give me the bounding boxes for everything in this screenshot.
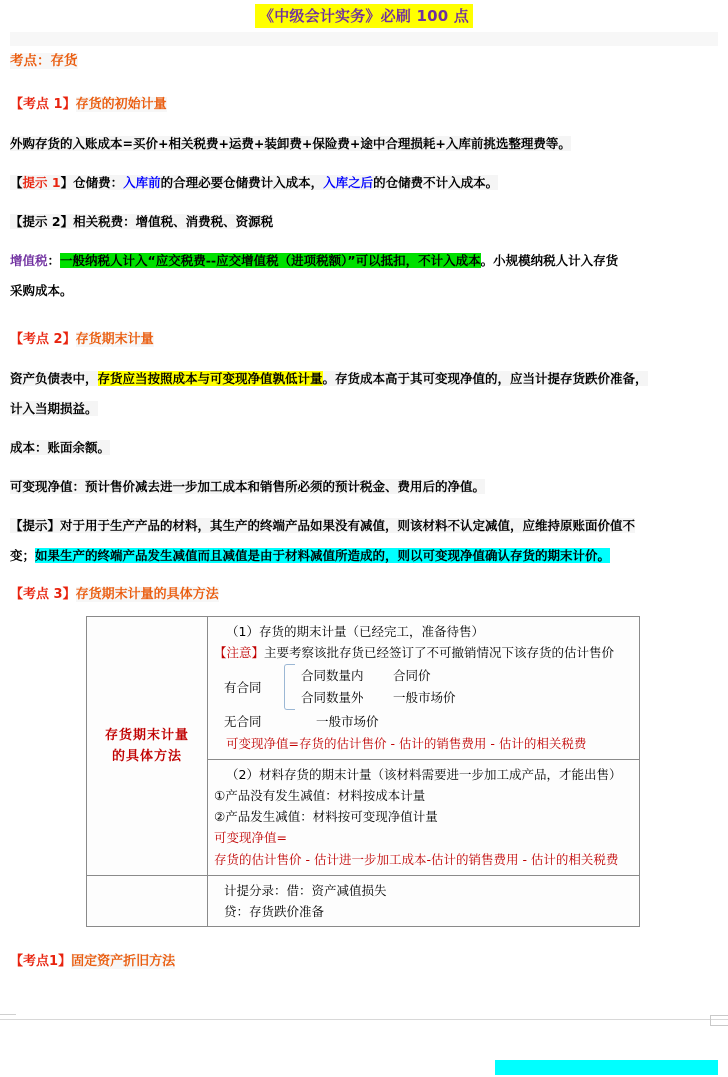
table-cell-journal-entry [208, 876, 640, 927]
contract-brace-group [214, 663, 633, 711]
heading-kaodian-next [0, 947, 728, 977]
paragraph-tip-1 [0, 168, 728, 198]
paragraph-cost-definition [0, 433, 728, 463]
page-edge-rule [0, 1019, 728, 1020]
table-label-line2: 的具体方法 [111, 749, 182, 764]
note-bracket-close: 】 [251, 645, 265, 660]
paragraph-balance-sheet-rule [0, 364, 728, 394]
journal-line-1 [214, 880, 633, 901]
bracket-close: 】 [58, 954, 72, 969]
spacer [0, 424, 728, 433]
spacer [0, 502, 728, 511]
table-label-line1: 存货期末计量 [104, 728, 189, 743]
spacer [0, 76, 728, 90]
kaodian-2-title: 存货期末计量 [75, 332, 154, 347]
table-empty-label-cell [87, 876, 208, 927]
contract-options [301, 665, 456, 709]
no-contract-value: 一般市场价 [316, 714, 379, 729]
has-contract-label: 有合同 [224, 679, 262, 695]
tip2-bracket-close: 】 [60, 214, 74, 229]
tip-bracket-open: 【 [10, 518, 23, 533]
bracket-close: 】 [62, 332, 76, 347]
vat-after-text: 。小规模纳税人计入存货 [480, 253, 619, 268]
spacer [0, 159, 728, 168]
kaodian-next-label: 考点1 [23, 954, 59, 969]
tip1-mid: 的合理必要仓储费计入成本， [160, 175, 324, 190]
no-contract-label: 无合同 [224, 714, 262, 729]
kaodian-3-label: 考点 3 [23, 587, 63, 602]
page-title: 《中级会计实务》必刷 100 点 [255, 4, 473, 28]
spacer [0, 933, 728, 947]
spacer [0, 120, 728, 129]
spacer [0, 571, 728, 580]
table-row-label-cell [87, 617, 208, 876]
kaodian-3-title: 存货期末计量的具体方法 [75, 587, 219, 602]
journal-debit: 借：资产减值损失 [286, 883, 387, 898]
nrv-definition-text: 可变现净值：预计售价减去进一步加工成本和销售所必须的预计税金、费用后的净值。 [10, 479, 486, 494]
row2-item1: ①产品没有发生减值：材料按成本计量 [214, 788, 426, 803]
bracket-close: 】 [62, 587, 76, 602]
contract-outside-row [301, 687, 456, 709]
tip1-lead: 仓储费： [73, 175, 124, 190]
tip2-text: 相关税费：增值税、消费税、资源税 [73, 214, 274, 229]
kaodian-1-title: 存货的初始计量 [75, 97, 167, 112]
spacer [0, 463, 728, 472]
table-wrapper [0, 610, 728, 933]
note-label: 注意 [226, 645, 252, 660]
cost-definition-text: 成本：账面余额。 [10, 440, 111, 455]
tip-bracket-close: 】 [47, 518, 61, 533]
table-cell-materials [208, 760, 640, 876]
table-row [87, 876, 640, 927]
contract-inside-row [301, 665, 456, 687]
note-bracket-open: 【 [214, 645, 227, 660]
rule-highlighted-text: 存货应当按照成本与可变现净值孰低计量 [97, 371, 323, 386]
tip1-label: 提示 1 [22, 175, 61, 190]
tip1-bracket-open: 【 [10, 175, 23, 190]
tip-label: 提示 [22, 518, 48, 533]
formula-text: 外购存货的入账成本=买价+相关税费+运费+装卸费+保险费+途中合理损耗+入库前挑选整理费等。 [10, 136, 571, 151]
row1-note [214, 642, 633, 663]
title-spacer-band [10, 32, 718, 46]
paragraph-material-tip-line2 [0, 541, 728, 571]
inventory-measurement-table [86, 616, 640, 927]
subject-heading-text: 考点：存货 [10, 53, 78, 69]
table-row [87, 617, 640, 760]
vat-highlighted-text: 一般纳税人计入“应交税费--应交增值税（进项税额）”可以抵扣，不计入成本 [60, 253, 481, 268]
page-edge-mark-left [0, 1014, 16, 1015]
spacer [0, 355, 728, 364]
subject-heading [0, 46, 728, 76]
heading-kaodian-1 [0, 90, 728, 120]
heading-kaodian-2 [0, 325, 728, 355]
table-cell-finished-goods [208, 617, 640, 760]
row1-heading: （1）存货的期末计量（已经完工，准备待售） [226, 624, 484, 639]
contract-inside-key: 合同数量内 [301, 668, 364, 683]
tip2-bracket-open: 【 [10, 214, 23, 229]
paragraph-material-tip-line1 [0, 511, 728, 541]
no-contract-row [214, 711, 633, 733]
vat-label: 增值税 [10, 253, 48, 268]
spacer [0, 237, 728, 246]
page-edge-mark-right [710, 1015, 728, 1026]
row2-nrv-label: 可变现净值= [214, 830, 287, 845]
tip1-bracket-close: 】 [60, 175, 74, 190]
row2-item2: ②产品发生减值：材料按可变现净值计量 [214, 809, 438, 824]
row2-heading: （2）材料存货的期末计量（该材料需要进一步加工成产品，才能出售） [226, 767, 622, 782]
bracket-open: 【 [10, 954, 24, 969]
paragraph-balance-sheet-rule-line2 [0, 394, 728, 424]
bracket-open: 【 [10, 97, 24, 112]
tip1-blue-before-warehouse: 入库前 [123, 175, 161, 190]
tip1-blue-after-warehouse: 入库之后 [323, 175, 374, 190]
spacer [0, 198, 728, 207]
kaodian-2-label: 考点 2 [23, 332, 63, 347]
curly-brace-icon [284, 664, 295, 710]
paragraph-nrv-definition [0, 472, 728, 502]
row1-nrv-formula: 可变现净值=存货的估计售价 - 估计的销售费用 - 估计的相关税费 [226, 736, 587, 751]
tip-line2-pre: 变； [10, 548, 36, 563]
contract-inside-value: 合同价 [393, 668, 431, 683]
contract-outside-key: 合同数量外 [301, 690, 364, 705]
journal-credit: 贷：存货跌价准备 [224, 904, 325, 919]
journal-line-2 [214, 901, 633, 922]
vat-line2: 采购成本。 [10, 283, 73, 298]
note-text: 主要考察该批存货已经签订了不可撤销情况下该存货的估计售价 [264, 645, 615, 660]
tip1-tail: 的仓储费不计入成本。 [373, 175, 499, 190]
tip-line1-text: 对于用于生产产品的材料，其生产的终端产品如果没有减值，则该材料不认定减值，应维持原账面价值不 [60, 518, 636, 533]
bracket-open: 【 [10, 587, 24, 602]
document-title-row [0, 0, 728, 30]
paragraph-vat [0, 246, 728, 276]
journal-label: 计提分录： [224, 883, 287, 898]
heading-kaodian-3 [0, 580, 728, 610]
rule-line2: 计入当期损益。 [10, 401, 98, 416]
kaodian-1-label: 考点 1 [23, 97, 63, 112]
rule-pre-text: 资产负债表中， [10, 371, 98, 386]
tip-line2-highlighted: 如果生产的终端产品发生减值而且减值是由于材料减值所造成的，则以可变现净值确认存货的期末计价。 [35, 548, 611, 563]
kaodian-next-title: 固定资产折旧方法 [71, 954, 176, 969]
bracket-open: 【 [10, 332, 24, 347]
row2-nrv-formula: 存货的估计售价 - 估计进一步加工成本-估计的销售费用 - 估计的相关税费 [214, 852, 619, 867]
contract-outside-value: 一般市场价 [393, 690, 456, 705]
paragraph-vat-line2 [0, 276, 728, 306]
spacer [0, 306, 728, 325]
paragraph-initial-measurement-formula [0, 129, 728, 159]
vat-colon: ： [47, 253, 61, 268]
cyan-highlight-bar [495, 1060, 718, 1075]
bracket-close: 】 [62, 97, 76, 112]
rule-post-text: 。存货成本高于其可变现净值的，应当计提存货跌价准备， [322, 371, 648, 386]
paragraph-tip-2 [0, 207, 728, 237]
tip2-label: 提示 2 [22, 214, 61, 229]
